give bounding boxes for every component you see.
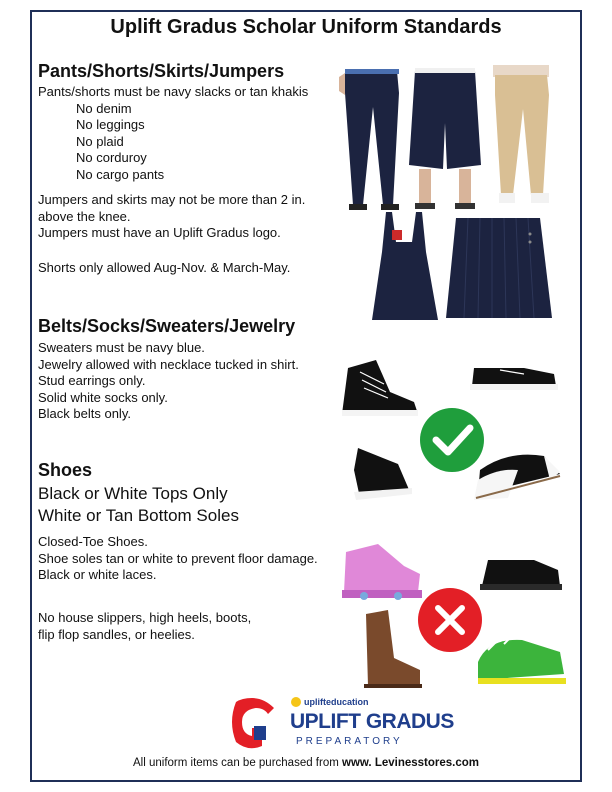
- jumper-skirt-image: [372, 212, 562, 324]
- footer-site-link[interactable]: www. Levinesstores.com: [342, 757, 479, 769]
- shoes-rule: Black or white laces.: [38, 567, 157, 582]
- logo-name: UPLIFT GRADUS: [290, 710, 454, 733]
- rule-item: No leggings: [76, 117, 145, 132]
- rule-item: No plaid: [76, 133, 124, 149]
- logo-sub: PREPARATORY: [296, 736, 403, 747]
- rule-item: No denim: [76, 100, 132, 116]
- not-allowed-rule: No house slippers, high heels, boots,: [38, 610, 252, 625]
- page-title: Uplift Gradus Scholar Uniform Standards: [110, 16, 502, 38]
- jumper-rules: [38, 192, 305, 242]
- pants-heading: Pants/Shorts/Skirts/Jumpers: [38, 61, 285, 81]
- footer-text: All uniform items can be purchased from: [133, 757, 339, 769]
- rule-item: No cargo pants: [76, 166, 165, 182]
- jumper-rule: Jumpers and skirts may not be more than 2 in.: [38, 192, 306, 207]
- footer: [0, 757, 612, 769]
- belts-rule: Stud earrings only.: [38, 373, 146, 388]
- belts-rule: Black belts only.: [38, 406, 131, 421]
- shoes-subheading: Black or White Tops Only: [38, 484, 228, 503]
- jumper-rule: above the knee.: [38, 208, 131, 224]
- shoes-heading: Shoes: [38, 460, 93, 480]
- belts-rule: Solid white socks only.: [38, 389, 168, 405]
- shorts-rule: Shorts only allowed Aug-Nov. & March-May.: [38, 260, 291, 275]
- not-allowed-rule: flip flop sandles, or heelies.: [38, 626, 195, 642]
- shoes-subheadings: [38, 483, 239, 527]
- rule-item: No corduroy: [76, 150, 147, 165]
- not-allowed-rules: [38, 610, 251, 643]
- check-icon: [420, 408, 484, 472]
- pants-rules: [38, 84, 308, 183]
- logo-small-brand: uplifteducation: [304, 697, 369, 707]
- allowed-shoes-image: [338, 352, 574, 512]
- belts-rule: Sweaters must be navy blue.: [38, 340, 205, 355]
- belts-rule: Jewelry allowed with necklace tucked in shirt.: [38, 356, 299, 372]
- shoes-rule: Shoe soles tan or white to prevent floor damage.: [38, 550, 318, 566]
- belts-heading: Belts/Socks/Sweaters/Jewelry: [38, 316, 296, 336]
- not-allowed-shoes-image: [338, 540, 574, 690]
- shoes-subheading: White or Tan Bottom Soles: [38, 506, 239, 525]
- belts-rules: [38, 340, 299, 423]
- shoes-rule: Closed-Toe Shoes.: [38, 534, 148, 549]
- jumper-rule: Jumpers must have an Uplift Gradus logo.: [38, 225, 281, 240]
- shoes-rules: [38, 534, 318, 584]
- pants-image: [335, 65, 575, 213]
- pants-intro: Pants/shorts must be navy slacks or tan khakis: [38, 84, 309, 99]
